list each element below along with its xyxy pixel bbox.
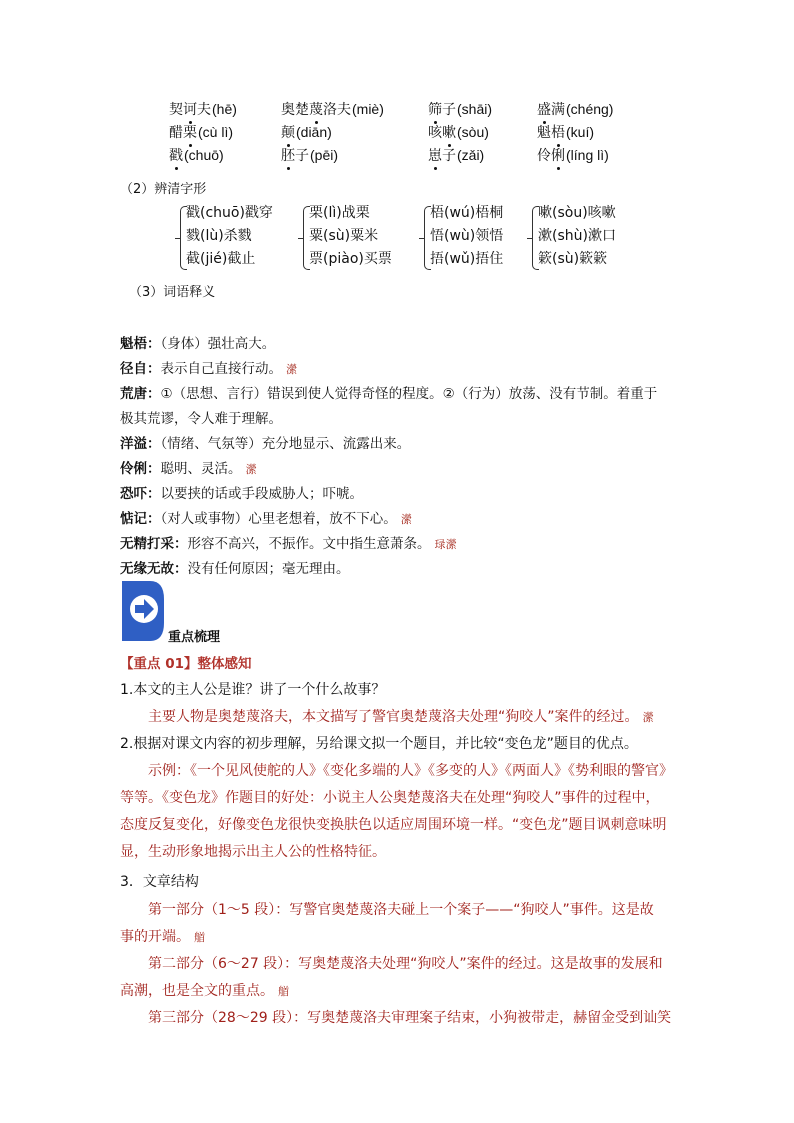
pinyin-item	[169, 121, 233, 144]
definition-term: 洋溢：	[120, 436, 161, 452]
arrow-circle-icon	[120, 579, 166, 643]
definition-text: 以要挟的话或手段威胁人；吓唬。	[160, 486, 363, 502]
answer-mark: 瀠	[642, 711, 654, 724]
definition-text: 形容不高兴，不振作。文中指生意萧条。	[187, 536, 431, 552]
definition-item	[120, 456, 257, 483]
pinyin-item	[281, 98, 384, 121]
pinyin-reading: (sòu)	[457, 124, 489, 140]
key-section-title: 重点梳理	[168, 630, 221, 645]
glyph-item: 簌(sù)簌簌	[538, 251, 608, 267]
pinyin-reading: (líng lì)	[566, 147, 609, 163]
definition-item	[120, 431, 410, 457]
structure-line: 第一部分（1～5 段）：写警官奥楚蔑洛夫碰上一个案子——“狗咬人”事件。这是故	[148, 902, 654, 918]
pinyin-word: 筛子	[428, 102, 456, 118]
answer-line: 等等。《变色龙》作题目的好处：小说主人公奥楚蔑洛夫在处理“狗咬人”事件的过程中，	[120, 790, 660, 806]
glyph-item: 戳(chuō)戳穿	[186, 205, 273, 221]
pinyin-item	[537, 121, 594, 144]
glyph-item: 戮(lù)杀戮	[186, 228, 252, 244]
structure-line: 第二部分（6～27 段）：写奥楚蔑洛夫处理“狗咬人”案件的经过。这是故事的发展和	[148, 956, 663, 972]
definition-text: 没有任何原因；毫无理由。	[187, 561, 350, 577]
pinyin-item	[169, 98, 237, 121]
definition-item	[120, 506, 412, 533]
definition-term: 伶俐：	[120, 461, 161, 477]
pinyin-item	[428, 98, 492, 121]
pinyin-item	[281, 144, 338, 167]
definition-term: 无精打采：	[120, 536, 188, 552]
definition-item	[120, 481, 363, 507]
definition-item	[120, 381, 657, 407]
pinyin-reading: (chuō)	[184, 147, 224, 163]
definition-term: 径自：	[120, 361, 161, 377]
pinyin-item	[281, 121, 332, 144]
glyph-item: 票(piào)买票	[309, 251, 392, 267]
pinyin-word: 胚子	[281, 148, 309, 164]
definition-mark: 瀠	[400, 513, 412, 526]
pinyin-item	[428, 144, 484, 167]
section-title-definitions: （3）词语释义	[129, 285, 216, 300]
definition-text: 极其荒谬，令人难于理解。	[120, 411, 282, 427]
structure-title: 3．文章结构	[120, 874, 199, 890]
pinyin-word: 盛满	[537, 102, 565, 118]
structure-line: 第三部分（28～29 段）：写奥楚蔑洛夫审理案子结束，小狗被带走，赫留金受到讪笑	[148, 1010, 672, 1026]
glyph-item: 漱(shù)漱口	[538, 228, 616, 244]
definition-text: 表示自己直接行动。	[160, 361, 282, 377]
structure-mark: 艏	[278, 985, 289, 998]
glyph-item: 捂(wǔ)捂住	[430, 251, 504, 267]
structure-line: 事的开端。 艏	[120, 929, 205, 945]
pinyin-item	[537, 98, 613, 121]
definition-text: （对人或事物）心里老想着，放不下心。	[160, 511, 397, 527]
pinyin-reading: (zǎi)	[457, 147, 485, 163]
definition-text: ①（思想、言行）错误到使人觉得奇怪的程度。②（行为）放荡、没有节制。着重于	[160, 386, 658, 402]
answer-line: 态度反复变化，好像变色龙很快变换肤色以适应周围环境一样。“变色龙”题目讽刺意味明	[120, 817, 667, 833]
pinyin-word: 咳嗽	[428, 125, 456, 141]
question-text: 1.本文的主人公是谁？讲了一个什么故事？	[120, 682, 386, 698]
glyph-item: 粟(sù)粟米	[309, 228, 379, 244]
key-point-label: 【重点 01】整体感知	[120, 656, 252, 672]
answer-line: 显，生动形象地揭示出主人公的性格特征。	[120, 844, 386, 860]
pinyin-reading: (miè)	[352, 101, 384, 117]
answer-line: 示例：《一个见风使舵的人》《变化多端的人》《多变的人》《两面人》《势利眼的警官》	[148, 763, 673, 779]
definition-term: 恐吓：	[120, 486, 161, 502]
structure-mark: 艏	[194, 931, 205, 944]
pinyin-reading: (diān)	[296, 124, 332, 140]
glyph-item: 悟(wù)领悟	[430, 228, 504, 244]
pinyin-item	[169, 144, 224, 167]
structure-line: 高潮，也是全文的重点。 艏	[120, 983, 289, 999]
definition-term: 无缘无故：	[120, 561, 188, 577]
pinyin-word: 奥楚蔑洛夫	[281, 102, 351, 118]
pinyin-word: 戳	[169, 148, 183, 164]
answer-line: 主要人物是奥楚蔑洛夫，本文描写了警官奥楚蔑洛夫处理“狗咬人”案件的经过。 瀠	[148, 709, 654, 725]
pinyin-word: 崽子	[428, 148, 456, 164]
definition-text: （情绪、气氛等）充分地显示、流露出来。	[160, 436, 411, 452]
definition-mark: 琭瀠	[434, 538, 457, 551]
section-title-glyphs: （2）辨清字形	[120, 182, 207, 197]
pinyin-reading: (hē)	[212, 101, 237, 117]
definition-item	[120, 406, 282, 432]
pinyin-word: 契诃夫	[169, 102, 211, 118]
definition-item	[120, 331, 275, 357]
pinyin-item	[537, 144, 609, 167]
pinyin-word: 魁梧	[537, 125, 565, 141]
pinyin-reading: (kuí)	[566, 124, 594, 140]
pinyin-reading: (shāi)	[457, 101, 493, 117]
glyph-item: 梧(wú)梧桐	[430, 205, 504, 221]
pinyin-word: 伶俐	[537, 148, 565, 164]
definition-mark: 瀠	[286, 363, 297, 376]
pinyin-reading: (chéng)	[566, 101, 614, 117]
pinyin-reading: (cù lì)	[198, 124, 233, 140]
glyph-item: 栗(lì)战栗	[309, 205, 370, 221]
glyph-item: 嗽(sòu)咳嗽	[538, 205, 616, 221]
definition-text: 聪明、灵活。	[160, 461, 242, 477]
definition-item	[120, 356, 297, 383]
pinyin-item	[428, 121, 489, 144]
definition-text: （身体）强壮高大。	[160, 336, 276, 352]
definition-mark: 瀠	[245, 463, 257, 476]
definition-item	[120, 531, 457, 558]
pinyin-word: 醋栗	[169, 125, 197, 141]
definition-term: 荒唐：	[120, 386, 161, 402]
question-text: 2.根据对课文内容的初步理解，另给课文拟一个题目，并比较“变色龙”题目的优点。	[120, 736, 638, 752]
pinyin-word: 颠	[281, 125, 295, 141]
pinyin-reading: (pēi)	[310, 147, 339, 163]
definition-term: 魁梧：	[120, 336, 161, 352]
definition-term: 惦记：	[120, 511, 161, 527]
glyph-item: 截(jié)截止	[186, 251, 256, 267]
